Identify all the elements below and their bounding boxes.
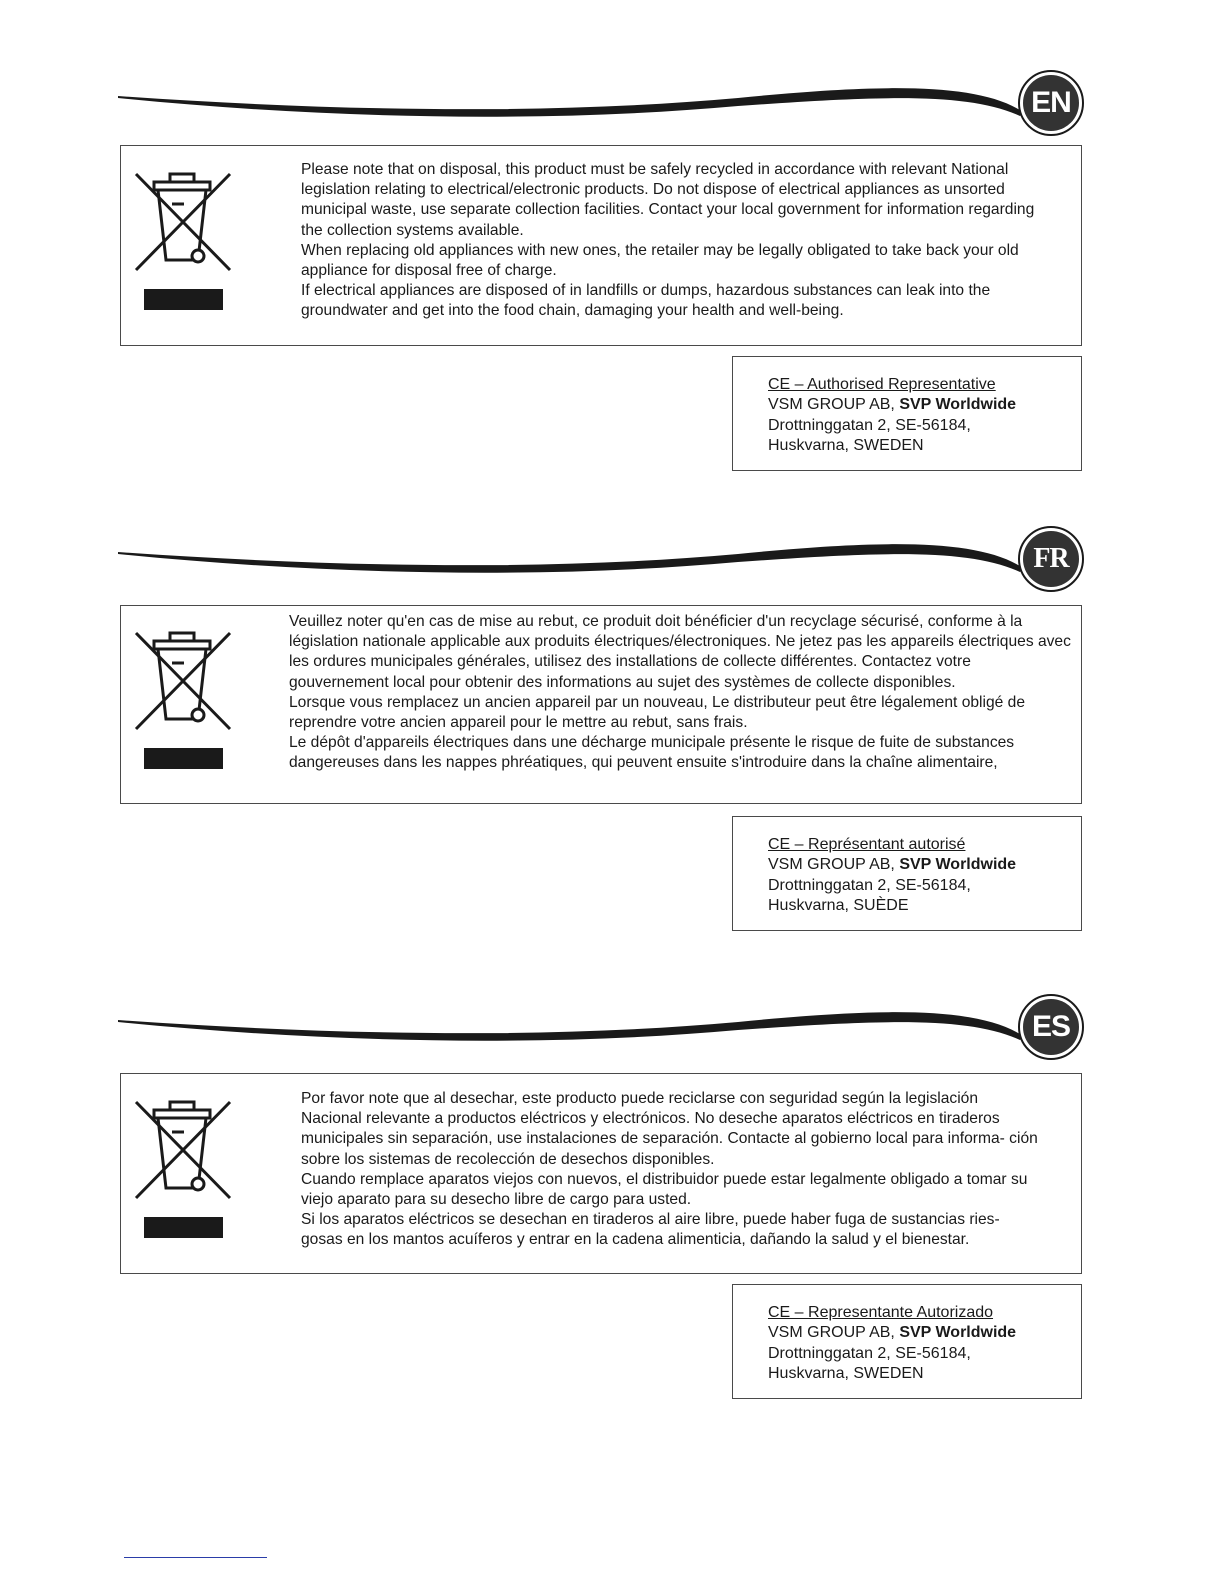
language-badge-en xyxy=(1018,70,1084,136)
weee-bin-icon xyxy=(132,621,236,757)
ce-representative-box-es xyxy=(732,1284,1082,1399)
paragraph: Por favor note que al desechar, este producto puede reciclarse con seguridad según la legislación Nacional relevante a productos eléctricos y electrónicos. No deseche aparatos eléctricos en tiraderos municipales sin separación, use instalaciones de separación. Contacte al gobierno local para informa- ción sobre los sistemas de recolección de desechos disponibles. xyxy=(301,1090,1038,1168)
ce-company: VSM GROUP AB, xyxy=(768,396,895,414)
paragraph: Si los aparatos eléctricos se desechan en tiraderos al aire libre, puede haber fuga de sustancias ries- gosas en los mantos acuíferos y entrar en la cadena alimenticia, dañando la salud y el bienestar. xyxy=(301,1211,1000,1249)
weee-bar xyxy=(144,748,223,769)
badge-label: EN xyxy=(1031,86,1071,119)
paragraph: If electrical appliances are disposed of in landfills or dumps, hazardous substances can leak into the groundwater and get into the food chain, damaging your health and well-being. xyxy=(301,282,991,320)
ce-street: Drottninggatan 2, SE-56184, xyxy=(768,1344,971,1362)
ce-street: Drottninggatan 2, SE-56184, xyxy=(768,416,971,434)
weee-bar xyxy=(144,289,223,310)
disposal-text-fr xyxy=(289,612,1074,774)
paragraph: Cuando remplace aparatos viejos con nuevos, el distribuidor puede estar legalmente obligado a tomar su viejo aparato para su desecho libre de cargo para usted. xyxy=(301,1170,1028,1209)
footer-rule xyxy=(124,1557,267,1558)
paragraph: When replacing old appliances with new ones, the retailer may be legally obligated to take back your old appliance for disposal free of charge. xyxy=(301,241,1019,280)
ce-title: CE – Representante Autorizado xyxy=(768,1304,994,1321)
paragraph: Please note that on disposal, this product must be safely recycled in accordance with relevant National legislation relating to electrical/electronic products. Do not dispose of electrical appliances as unsorted municipal waste, use separate collection facilities. Contact your local government for information regarding the collection systems available. xyxy=(301,161,1035,239)
language-badge-fr xyxy=(1018,526,1084,592)
ce-company-line xyxy=(768,1323,1016,1343)
ce-company-line xyxy=(768,395,1016,415)
ce-brand: SVP Worldwide xyxy=(899,856,1017,874)
ce-title: CE – Représentant autorisé xyxy=(768,836,966,853)
paragraph: Le dépôt d'appareils électriques dans une décharge municipale présente le risque de fuite de substances dangereuses dans les nappes phréatiques, qui peuvent ensuite s'introduire dans la chaîne alimentaire, xyxy=(289,734,1015,772)
disposal-text-es xyxy=(301,1089,1041,1251)
weee-bin-icon xyxy=(132,1090,236,1226)
badge-label: ES xyxy=(1031,1010,1071,1043)
ce-representative-box-fr xyxy=(732,816,1082,931)
language-badge-es xyxy=(1018,994,1084,1060)
weee-bar xyxy=(144,1217,223,1238)
disposal-text-en xyxy=(301,160,1046,322)
ce-company: VSM GROUP AB, xyxy=(768,1324,895,1342)
ce-city: Huskvarna, SWEDEN xyxy=(768,437,924,455)
swoosh-divider xyxy=(118,66,1078,126)
paragraph: Lorsque vous remplacez un ancien appareil par un nouveau, Le distributeur peut être légalement obligé de reprendre votre ancien appareil pour le mettre au rebut, sans frais. xyxy=(289,693,1025,732)
ce-brand: SVP Worldwide xyxy=(899,396,1017,414)
ce-city: Huskvarna, SUÈDE xyxy=(768,897,909,915)
ce-representative-box-en xyxy=(732,356,1082,471)
ce-company: VSM GROUP AB, xyxy=(768,856,895,874)
paragraph: Veuillez noter qu'en cas de mise au rebut, ce produit doit bénéficier d'un recyclage sécurisé, conforme à la législation nationale applicable aux produits électriques/électroniques. Ne jetez pas les appareils électriques avec les ordures municipales générales, utilisez des installations de collecte différentes. Contactez votre gouvernement local pour obtenir des informations au sujet des systèmes de collecte disponibles. xyxy=(289,613,1071,691)
swoosh-divider xyxy=(118,522,1078,582)
swoosh-divider xyxy=(118,990,1078,1050)
ce-company-line xyxy=(768,855,1016,875)
weee-bin-icon xyxy=(132,162,236,298)
ce-street: Drottninggatan 2, SE-56184, xyxy=(768,876,971,894)
ce-title: CE – Authorised Representative xyxy=(768,376,996,393)
ce-city: Huskvarna, SWEDEN xyxy=(768,1365,924,1383)
badge-label: FR xyxy=(1033,543,1069,574)
ce-brand: SVP Worldwide xyxy=(899,1324,1017,1342)
